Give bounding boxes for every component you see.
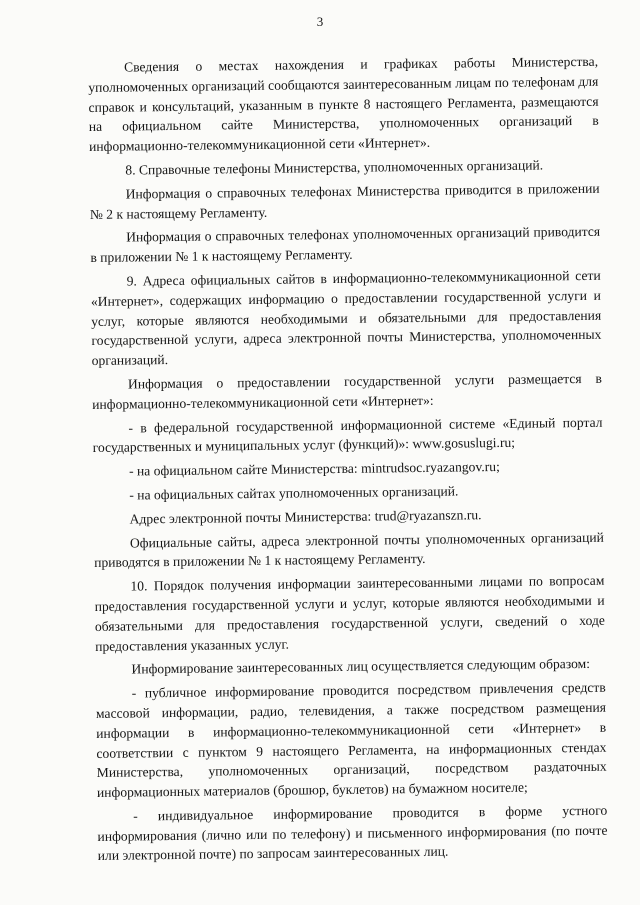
paragraph-offices-info: Сведения о местах нахождения и графиках работы Министерства, уполномоченных организаций сообщаются заинтересованным лицам по телефонам для справок и консультаций, указанным в пункте 8 настоящего Регламента, размещаются на официальном сайте Министерства, уполномоченных организаций в информационно-телекоммуникационной сети «Интернет». bbox=[88, 53, 599, 155]
paragraph-internet-info: Информация о предоставлении государственной услуги размещается в информационно-телекоммуникационной сети «Интернет»: bbox=[92, 370, 603, 412]
list-item-public-informing: - публичное информирование проводится посредством привлечения средств массовой информации, радио, телевидения, а также посредством размещения информации в информационно-телекоммуникационной сети «Интернет» в соответствии с пунктом 9 настоящего Регламента, на информационных стендах Министерства, уполномоченных организаций, посредством раздаточных информационных материалов (брошюр, буклетов) на бумажном носителе; bbox=[95, 679, 607, 801]
paragraph-organization-phones: Информация о справочных телефонах уполномоченных организаций приводится в приложении № 1 к настоящему Регламенту. bbox=[90, 224, 601, 266]
heading-section-10: 10. Порядок получения информации заинтересованными лицами по вопросам предоставления государственной услуги и услуг, которые являются необходимыми и обязательными для предоставления государственной услуги, сведений о ходе предоставления указанных услуг. bbox=[94, 572, 605, 654]
page-number: 3 bbox=[316, 14, 324, 29]
paragraph-ministry-email: Адрес электронной почты Министерства: trud@ryazanszn.ru. bbox=[129, 506, 482, 527]
list-item-ministry-site: - на официальном сайте Министерства: mintrudsoc.ryazangov.ru; bbox=[128, 459, 500, 479]
paragraph-informing-method: Информирование заинтересованных лиц осуществляется следующим образом: bbox=[131, 656, 591, 677]
paragraph-ministry-phones: Информация о справочных телефонах Министерства приводится в приложении № 2 к настоящему Регламенту. bbox=[89, 180, 600, 222]
list-item-individual-informing: - индивидуальное информирование проводится в форме устного информирования (лично или по телефону) и письменного информирования (по почте или электронной почте) по запросам заинтересованных лиц. bbox=[97, 802, 608, 864]
paragraph-organization-contacts: Официальные сайты, адреса электронной почты уполномоченных организаций приводятся в приложении № 1 к настоящему Регламенту. bbox=[94, 529, 604, 571]
list-item-gosuslugi: - в федеральной государственной информационной системе «Единый портал государственных и муниципальных услуг (функций)»: www.gosuslugi.ru; bbox=[92, 414, 603, 456]
heading-section-8: 8. Справочные телефоны Министерства, уполномоченных организаций. bbox=[125, 157, 544, 178]
list-item-organization-sites: - на официальных сайтах уполномоченных организаций. bbox=[129, 483, 459, 503]
document-body bbox=[88, 54, 608, 870]
heading-section-9: 9. Адреса официальных сайтов в информационно-телекоммуникационной сети «Интернет», содержащих информацию о предоставлении государственной услуги и услуг, которые являются необходимыми и обязательными для предоставления государственной услуги, адреса электронной почты Министерства, уполномоченных организаций. bbox=[90, 267, 602, 369]
